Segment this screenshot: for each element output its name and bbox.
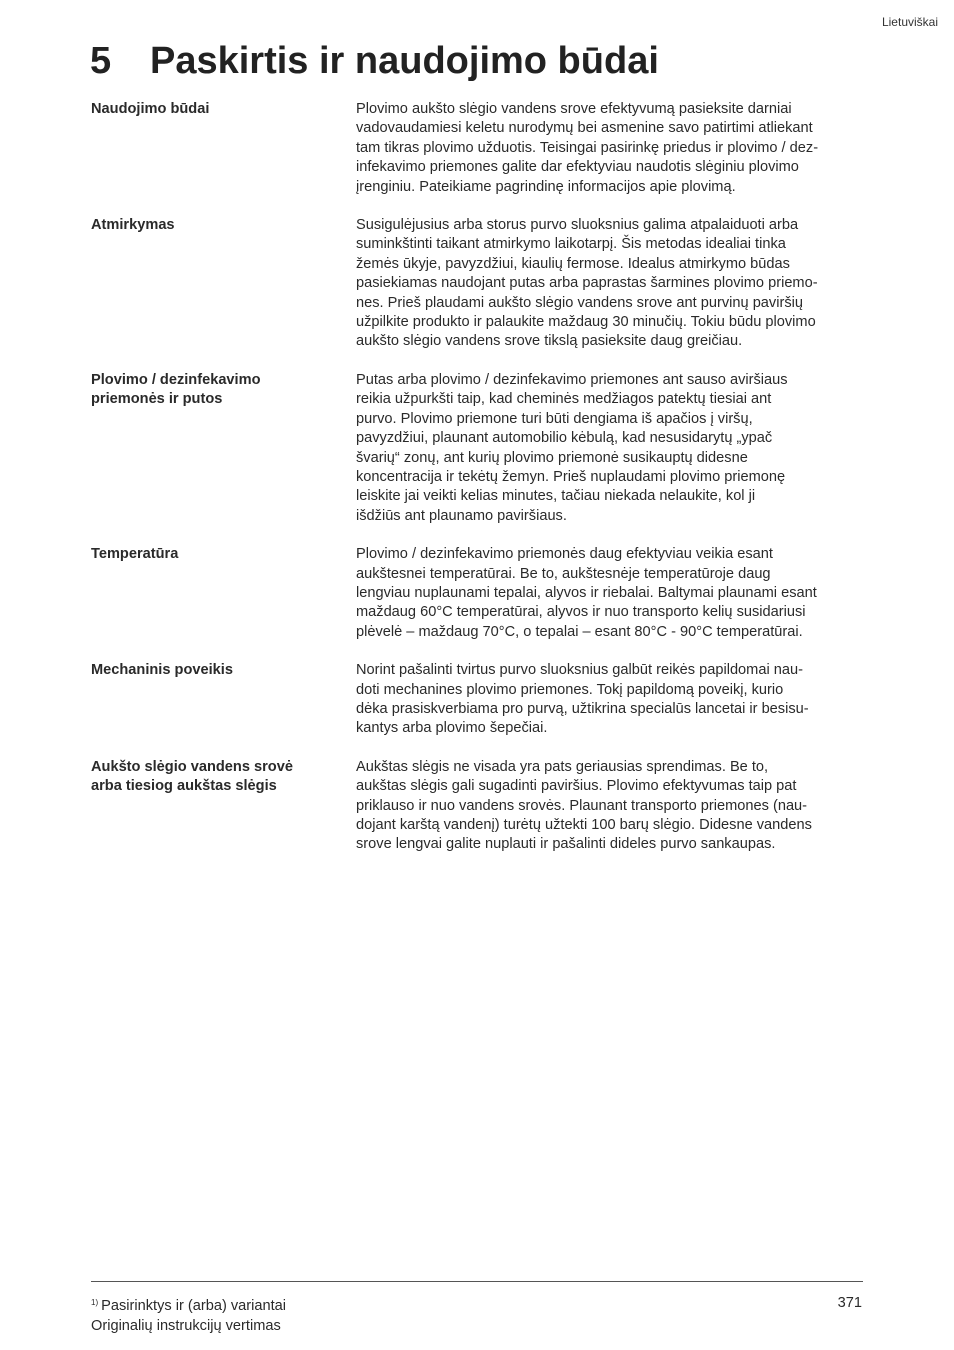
section [91,758,866,855]
translation-note: Originalių instrukcijų vertimas [91,1318,281,1334]
section-body-line: leiskite jai veikti kelias minutes, tačiau niekada nelaukite, kol ji [356,488,756,505]
chapter-title: Paskirtis ir naudojimo būdai [150,40,659,82]
section-body-line: užpilkite produkto ir palaukite maždaug 30 minučių. Tokiu būdu plovimo [356,314,816,331]
section-body-line: tam tikras plovimo užduotis. Teisingai pasirinkę priedus ir plovimo / dez- [356,139,819,156]
section-body-line: plėvelė – maždaug 70°C, o tepalai – esant 80°C - 90°C temperatūrai. [356,623,803,640]
section-body-line: koncentracija ir tekėtų žemyn. Prieš nuplaudami plovimo priemonę [356,468,786,485]
footer-notes [91,1293,286,1336]
section-label-line: arba tiesiog aukštas slėgis [91,778,277,795]
section-label-line: Plovimo / dezinfekavimo [91,371,261,388]
footnote [91,1293,286,1316]
section-label-line: Naudojimo būdai [91,101,210,117]
section [91,661,866,739]
section-body [356,100,866,197]
section-label-line: Mechaninis poveikis [91,662,233,679]
section-body [356,661,866,739]
section-label [91,371,356,526]
section-body-line: aukštas slėgis gali sugadinti paviršius. Plovimo efektyvumas taip pat [356,778,797,795]
section-body [356,545,866,642]
footnote-mark: 1) [91,1298,99,1307]
section-body-line: reikia užpurkšti taip, kad cheminės medžiagos patektų tiesiai ant [356,391,772,408]
section-body [356,371,866,526]
section [91,100,866,197]
section-body-line: srove lengvai galite nuplauti ir pašalinti dideles purvo sankaupas. [356,836,776,853]
section-body-line: Plovimo / dezinfekavimo priemonės daug efektyviau veikia esant [356,546,773,563]
section-label-line: Temperatūra [91,546,179,563]
language-label: Lietuviškai [881,15,938,29]
section [91,216,866,352]
section-body-line: vadovaudamiesi keletu nurodymų bei asmenine savo patirtimi atliekant [356,120,813,137]
section-body-line: aukštesnei temperatūrai. Be to, aukštesnėje temperatūroje daug [356,565,771,582]
section-body [356,758,866,855]
section-body-line: kantys arba plovimo šepečiai. [356,720,548,737]
page-number: 371 [837,1295,862,1311]
section-body-line: lengviau nuplaunami tepalai, alyvos ir riebalai. Baltymai plaunami esant [356,584,817,601]
section-body [356,216,866,352]
section-body-line: priklauso ir nuo vandens srovės. Plaunant transporto priemones (nau- [356,797,808,814]
section-label [91,758,356,855]
section-body-line: dojant karštą vandenį) turėtų užtekti 100 barų slėgio. Didesne vandens [356,817,812,833]
section [91,545,866,642]
section-body-line: įrenginiu. Pateikiame pagrindinę informacijos apie plovimą. [356,178,736,195]
section-body-line: Norint pašalinti tvirtus purvo sluoksnius galbūt reikės papildomai nau- [356,662,803,679]
section-body-line: pasiekiamas naudojant putas arba paprastas šarmines plovimo priemo- [356,275,818,292]
section-body-line: pavyzdžiui, plaunant automobilio kėbulą, kad nesusidarytų „ypač [356,430,773,447]
section-body-line: purvo. Plovimo priemone turi būti dengiama iš apačios į viršų, [356,410,753,427]
section-label [91,100,356,197]
section-body-line: maždaug 60°C temperatūrai, alyvos ir nuo transporto kelių susidariusi [356,604,806,621]
section-label-line: Atmirkymas [91,217,175,234]
section-label [91,216,356,352]
footer-divider [91,1281,863,1282]
section-body-line: dėka prasiskverbiama pro purvą, užtikrina specialūs lancetai ir besisu- [356,700,809,717]
section-body-line: infekavimo priemones galite dar efektyviau naudotis slėginiu plovimo [356,159,799,176]
section-label [91,545,356,642]
section-body-line: Susigulėjusius arba storus purvo sluoksnius galima atpalaiduoti arba [356,217,799,234]
section-label-line: Aukšto slėgio vandens srovė [91,758,293,775]
section-body-line: doti mechanines plovimo priemones. Tokį papildomą poveikį, kurio [356,681,784,698]
section-body-line: žemės ūkyje, pavyzdžiui, kiaulių fermose. Idealus atmirkymo būdas [356,255,790,272]
section-body-line: Plovimo aukšto slėgio vandens srove efektyvumą pasieksite darniai [356,101,792,117]
section-label-line: priemonės ir putos [91,391,223,408]
chapter-number: 5 [90,40,112,82]
section-body-line: Aukštas slėgis ne visada yra pats geriausias sprendimas. Be to, [356,758,769,775]
section-body-line: išdžiūs ant plaunamo paviršiaus. [356,507,567,524]
section-body-line: Putas arba plovimo / dezinfekavimo priemones ant sauso aviršiaus [356,371,788,388]
section-body-line: suminkštinti taikant atmirkymo laikotarpį. Šis metodas idealiai tinka [356,236,786,253]
content-sections [91,100,866,874]
section [91,371,866,526]
footnote-text: Pasirinktys ir (arba) variantai [101,1298,287,1314]
section-body-line: nes. Prieš plaudami aukšto slėgio vandens srove ant purvinų paviršių [356,294,803,311]
chapter-heading [90,40,659,83]
section-body-line: aukšto slėgio vandens srove tikslą pasieksite daug greičiau. [356,333,743,350]
section-body-line: švarių“ zonų, ant kurių plovimo priemonė susikauptų didesne [356,449,748,466]
section-label [91,661,356,739]
